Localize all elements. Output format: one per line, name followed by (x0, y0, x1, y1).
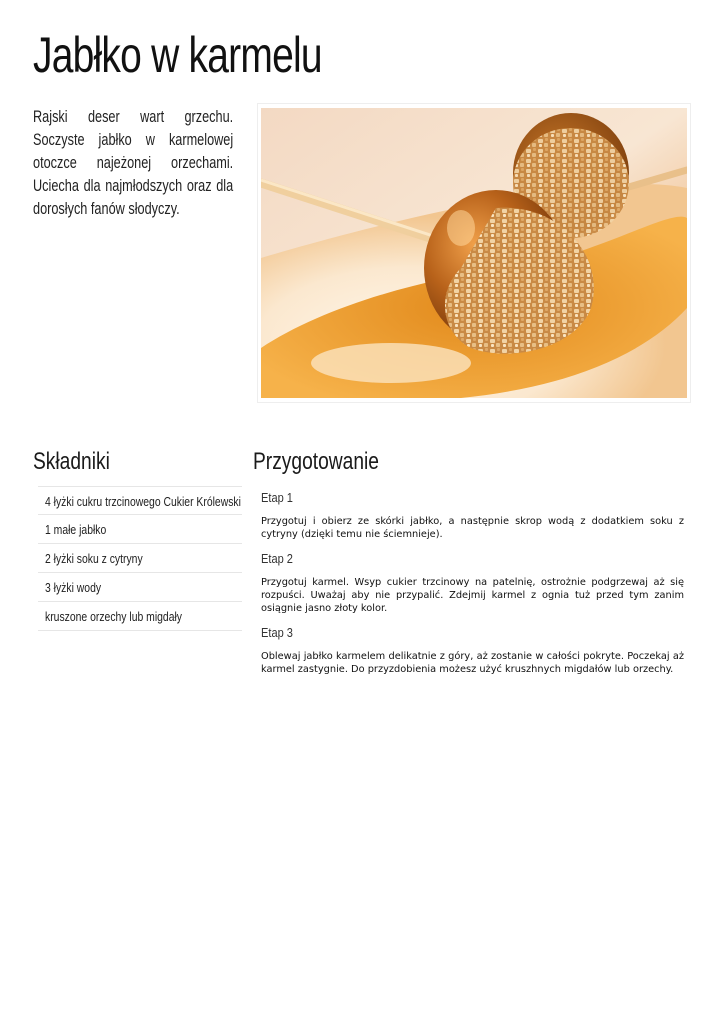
recipe-intro: Rajski deser wart grzechu. Soczyste jabłko w karmelowej otoczce najeżonej orzechami. Uciecha dla najmłodszych oraz dla dorosłych fanów słodyczy. (33, 108, 234, 218)
step-label: Etap 1 (261, 490, 293, 505)
recipe-photo-frame (257, 103, 691, 403)
step-text: Przygotuj i obierz ze skórki jabłko, a następnie skrop wodą z dodatkiem soku z cytryny (dzięki temu nie ściemnieje). (261, 516, 684, 540)
list-item: 4 łyżki cukru trzcinowego Cukier Królewski (38, 487, 242, 515)
step-label: Etap 3 (261, 625, 293, 640)
list-item: 2 łyżki soku z cytryny (38, 544, 242, 573)
step-text: Oblewaj jabłko karmelem delikatnie z góry, aż zostanie w całości pokryte. Poczekaj aż karmel zastygnie. Do przyzdobienia możesz użyć kruszhnych migdałów lub orzechy. (261, 651, 684, 675)
list-item: 1 małe jabłko (38, 515, 242, 544)
step-label: Etap 2 (261, 551, 293, 566)
step-text: Przygotuj karmel. Wsyp cukier trzcinowy na patelnię, ostrożnie podgrzewaj aż się rozpuści. Uważaj aby nie przypalić. Zdejmij karmel z ognia tuż przed tym zanim osiągnie jasno złoty kolor. (261, 577, 684, 614)
recipe-title: Jabłko w karmelu (33, 27, 322, 83)
caramel-apple-photo (261, 108, 687, 398)
preparation-heading: Przygotowanie (253, 448, 379, 475)
ingredients-heading: Składniki (33, 448, 110, 475)
ingredients-list (38, 486, 242, 631)
list-item: 3 łyżki wody (38, 573, 242, 602)
preparation-steps (261, 490, 684, 686)
list-item: kruszone orzechy lub migdały (38, 602, 242, 631)
